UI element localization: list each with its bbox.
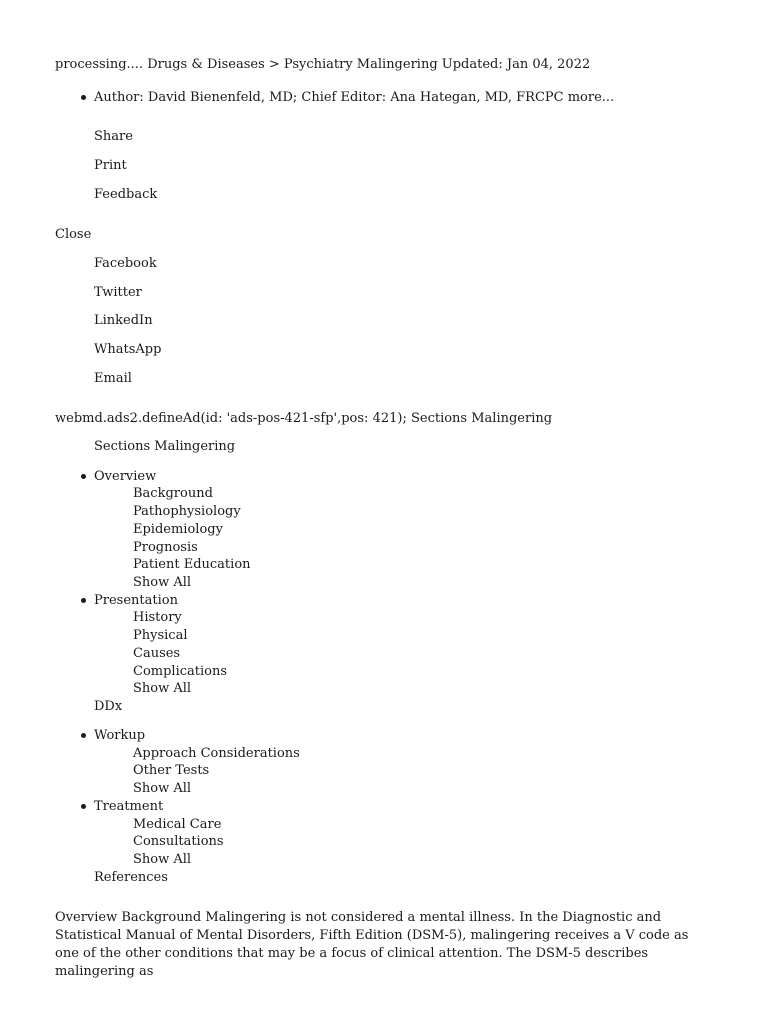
share-twitter-link[interactable]: Twitter (94, 285, 142, 300)
section-references[interactable]: References (94, 870, 168, 885)
section-link-show-all[interactable]: Show All (133, 575, 192, 590)
section-link-other-tests[interactable]: Other Tests (133, 763, 210, 778)
feedback-button[interactable]: Feedback (94, 187, 158, 202)
section-link-show-all[interactable]: Show All (133, 852, 192, 867)
share-button[interactable]: Share (94, 129, 133, 144)
breadcrumb[interactable]: processing.... Drugs & Diseases > Psychiatry Malingering Updated: Jan 04, 2022 (55, 57, 591, 72)
section-link-causes[interactable]: Causes (133, 646, 181, 661)
section-link-consultations[interactable]: Consultations (133, 834, 224, 849)
section-link-background[interactable]: Background (133, 486, 213, 501)
section-link-prognosis[interactable]: Prognosis (133, 540, 198, 555)
share-whatsapp-link[interactable]: WhatsApp (94, 342, 162, 357)
share-email-link[interactable]: Email (94, 371, 132, 386)
article-body-paragraph: Overview Background Malingering is not considered a mental illness. In the Diagnostic and Statistical Manual of Mental Disorders, Fifth Edition (DSM-5), malingering receives a V code as one of the other conditions that may be a focus of clinical attention. The DSM-5 describes malingering as (55, 910, 689, 979)
section-link-epidemiology[interactable]: Epidemiology (133, 522, 223, 537)
print-button[interactable]: Print (94, 158, 127, 173)
section-link-show-all[interactable]: Show All (133, 681, 192, 696)
bullet-icon (81, 598, 86, 603)
close-button[interactable]: Close (55, 227, 92, 242)
author-line[interactable]: Author: David Bienenfeld, MD; Chief Editor: Ana Hategan, MD, FRCPC more... (94, 90, 615, 105)
bullet-icon (81, 804, 86, 809)
section-link-pathophysiology[interactable]: Pathophysiology (133, 504, 241, 519)
bullet-icon (81, 733, 86, 738)
section-treatment[interactable]: Treatment (94, 799, 164, 814)
bullet-icon (81, 474, 86, 479)
section-link-medical-care[interactable]: Medical Care (133, 817, 222, 832)
section-presentation[interactable]: Presentation (94, 593, 178, 608)
section-link-physical[interactable]: Physical (133, 628, 188, 643)
section-link-history[interactable]: History (133, 610, 182, 625)
ad-script-text: webmd.ads2.defineAd(id: 'ads-pos-421-sfp',pos: 421); Sections Malingering (55, 411, 553, 426)
section-ddx[interactable]: DDx (94, 699, 123, 714)
section-link-approach-considerations[interactable]: Approach Considerations (133, 746, 300, 761)
share-linkedin-link[interactable]: LinkedIn (94, 313, 153, 328)
share-facebook-link[interactable]: Facebook (94, 256, 157, 271)
section-workup[interactable]: Workup (94, 728, 146, 743)
section-link-complications[interactable]: Complications (133, 664, 228, 679)
section-link-patient-education[interactable]: Patient Education (133, 557, 251, 572)
sections-title[interactable]: Sections Malingering (94, 439, 236, 454)
bullet-icon (81, 95, 86, 100)
section-link-show-all[interactable]: Show All (133, 781, 192, 796)
section-overview[interactable]: Overview (94, 469, 157, 484)
